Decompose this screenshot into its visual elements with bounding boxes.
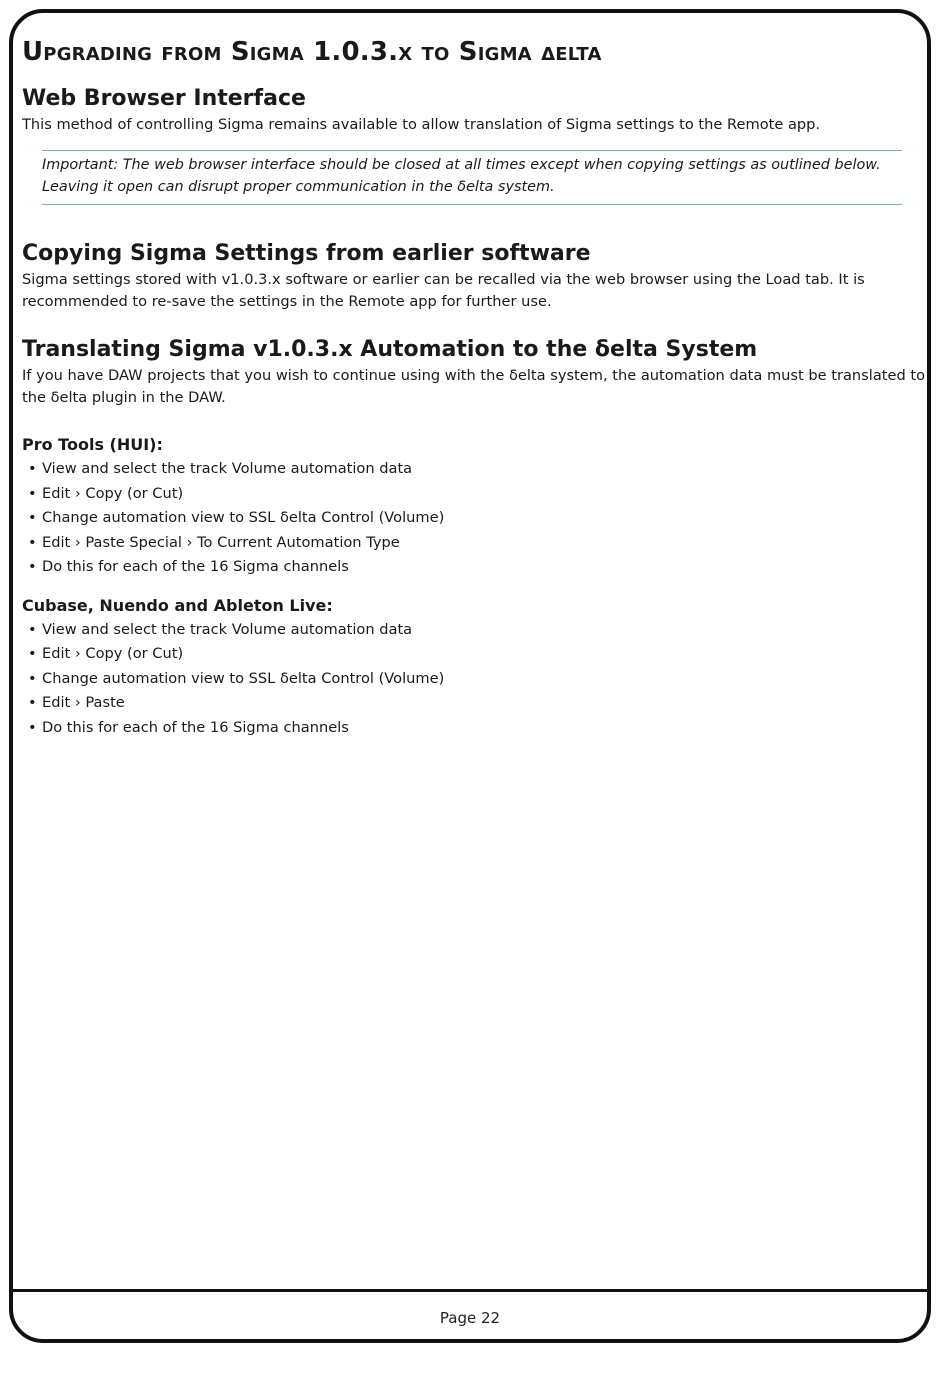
important-note-line-1: Important: The web browser interface should be closed at all times except when copying settings as outlined below. bbox=[42, 157, 881, 173]
bullet-icon: • bbox=[28, 484, 37, 502]
list-item-text: Change automation view to SSL δelta Control (Volume) bbox=[42, 669, 445, 687]
page-number: Page 22 bbox=[439, 1309, 501, 1327]
important-note-line-2: Leaving it open can disrupt proper communication in the δelta system. bbox=[42, 179, 555, 195]
page-title: Upgrading from Sigma 1.0.3.x to Sigma δelta bbox=[22, 37, 602, 67]
list-item bbox=[28, 457, 926, 482]
list-item-text: Edit › Copy (or Cut) bbox=[42, 484, 184, 502]
footer-divider bbox=[13, 1289, 927, 1292]
bullet-icon: • bbox=[28, 669, 37, 687]
translating-body: If you have DAW projects that you wish to continue using with the δelta system, the automation data must be translated to the δelta plugin in the DAW. bbox=[22, 367, 926, 406]
pro-tools-heading: Pro Tools (HUI): bbox=[22, 435, 163, 454]
bullet-icon: • bbox=[28, 460, 37, 477]
list-item bbox=[28, 482, 926, 507]
bullet-icon: • bbox=[28, 509, 37, 526]
translating-heading: Translating Sigma v1.0.3.x Automation to the δelta System bbox=[22, 337, 758, 362]
list-item bbox=[28, 555, 926, 580]
cubase-heading: Cubase, Nuendo and Ableton Live: bbox=[22, 595, 333, 615]
cubase-steps bbox=[22, 618, 926, 741]
list-item bbox=[28, 618, 926, 643]
bullet-icon: • bbox=[28, 694, 37, 711]
page-content bbox=[22, 34, 926, 740]
list-item-text: Do this for each of the 16 Sigma channels bbox=[42, 558, 349, 575]
list-item bbox=[28, 642, 926, 667]
copying-heading: Copying Sigma Settings from earlier software bbox=[22, 241, 591, 266]
list-item bbox=[28, 667, 926, 692]
bullet-icon: • bbox=[28, 620, 37, 638]
list-item-text: Edit › Paste Special › To Current Automation Type bbox=[42, 533, 400, 551]
web-browser-heading: Web Browser Interface bbox=[22, 86, 306, 111]
list-item-text: View and select the track Volume automation data bbox=[42, 620, 413, 638]
bullet-icon: • bbox=[28, 533, 37, 551]
list-item bbox=[28, 531, 926, 556]
bullet-icon: • bbox=[28, 645, 37, 662]
bullet-icon: • bbox=[28, 718, 37, 736]
list-item bbox=[28, 691, 926, 716]
list-item-text: Do this for each of the 16 Sigma channels bbox=[42, 718, 349, 736]
list-item-text: Edit › Copy (or Cut) bbox=[42, 645, 184, 662]
web-browser-body: This method of controlling Sigma remains available to allow translation of Sigma settings to the Remote app. bbox=[22, 116, 821, 133]
important-note bbox=[42, 150, 902, 205]
copying-body: Sigma settings stored with v1.0.3.x software or earlier can be recalled via the web browser using the Load tab. It is recommended to re-save the settings in the Remote app for further use. bbox=[22, 271, 865, 310]
bullet-icon: • bbox=[28, 558, 37, 575]
list-item-text: Edit › Paste bbox=[42, 694, 125, 711]
list-item bbox=[28, 506, 926, 531]
pro-tools-steps bbox=[22, 457, 926, 580]
list-item-text: Change automation view to SSL δelta Control (Volume) bbox=[42, 509, 445, 526]
list-item bbox=[28, 716, 926, 741]
list-item-text: View and select the track Volume automation data bbox=[42, 460, 413, 477]
